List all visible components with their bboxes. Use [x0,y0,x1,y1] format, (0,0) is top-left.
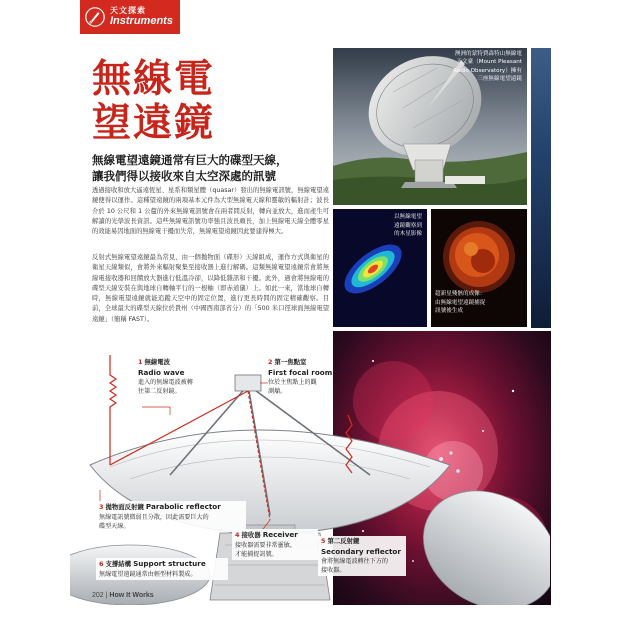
page-title [92,58,332,146]
magazine-name: How It Works [109,592,154,599]
observatory-caption: 澳洲的蒙特費森特山無線電 天文臺（Mount Pleasant Radio Observatory）擁有 三座無線電望遠鏡 [453,51,522,83]
supernova-image-caption: 超新星殘骸的成像： 由無線電望遠鏡捕捉 訊號後生成 [435,291,486,315]
subtitle-line-2: 讓我們得以接收來自太空深處的訊號 [92,169,276,183]
subtitle-line-1: 無線電望遠鏡通常有巨大的碟型天線， [92,153,288,167]
callout-support-structure: 6 支撐結構 Support structure 無線電望遠鏡通常由輕型材料製成。 [96,558,228,580]
body-paragraph-2: 反射式無線電望遠鏡最為常見，由一個拋物面（碟形）天線組成，運作方式與衛星的衛星天線類似，會將外來輻射聚集至接收器上進行解碼。這類無線電望遠鏡常會將無線電接收器和回饋放大器進行低溫冷卻，以降低雜訊和干擾。此外，過會將無線電的碟型天線安裝在與地球自轉軸平行的一根軸（即赤道儀）上。如此一來，當地球自轉時，無線電望遠鏡就能追蹤天空中的固定位置，進行更長時間的固定精確觀察。目前，全球最大的碟型天線位於貴州（中國西南部省分）的「500 米口徑球面無線電望遠鏡」（簡稱 FAST）。 [92,254,329,323]
body-paragraph-1: 透過接收和放大遙遠恆星、星系和類星體（quasar）發出的無線電訊號，無線電望遠鏡便得以運作。這種望遠鏡的兩項基本元件為大型無線電天線和靈敏的輻射計；波長介於 10 公尺和 1 公釐的外來無線電訊號會在兩者間反射，轉向並放大，進而產生可解讀的光學波長資訊。這些無線電訊號功率強且波長頗長，加上無線電天線全體零星的效能易因地面的無線電干擾而失常，無線電望遠鏡因此要建得極大。 [92,187,329,236]
rocket-icon [85,7,105,27]
callout-parabolic-reflector: 3 拋物面反射鏡 Parabolic reflector 無線電訊號微弱且分散，因此需要巨大的 碟型天線。 [96,501,246,532]
page-number: 202 [92,592,104,599]
page-subtitle [92,152,332,184]
title-line-1: 無線電 [92,57,216,102]
side-photo-strip [531,48,551,328]
jupiter-image-caption: 以無線電望 遠鏡觀察到 的木星影像 [394,214,422,238]
callout-secondary-reflector: 5 第二反射鏡 Secondary reflector 會將無線電波轉往下方的 接收器。 [318,536,406,576]
callout-radio-wave: 1 無線電波 Radio wave 進入的無線電波被轉 往第二反射鏡。 [138,358,193,396]
title-line-2: 望遠鏡 [92,101,216,146]
page-footer: 202 | How It Works [92,592,154,599]
section-header [80,0,180,34]
section-label-en: Instruments [110,15,173,27]
section-label-cn: 天文探索 [110,6,146,15]
callout-receiver: 4 接收器 Receiver 接收器需要非常靈敏， 才能捕捉訊號。 [232,529,318,560]
callout-first-focal-room: 2 第一焦點室 First focal room 位於主焦點上的觀 測艙。 [268,358,333,396]
